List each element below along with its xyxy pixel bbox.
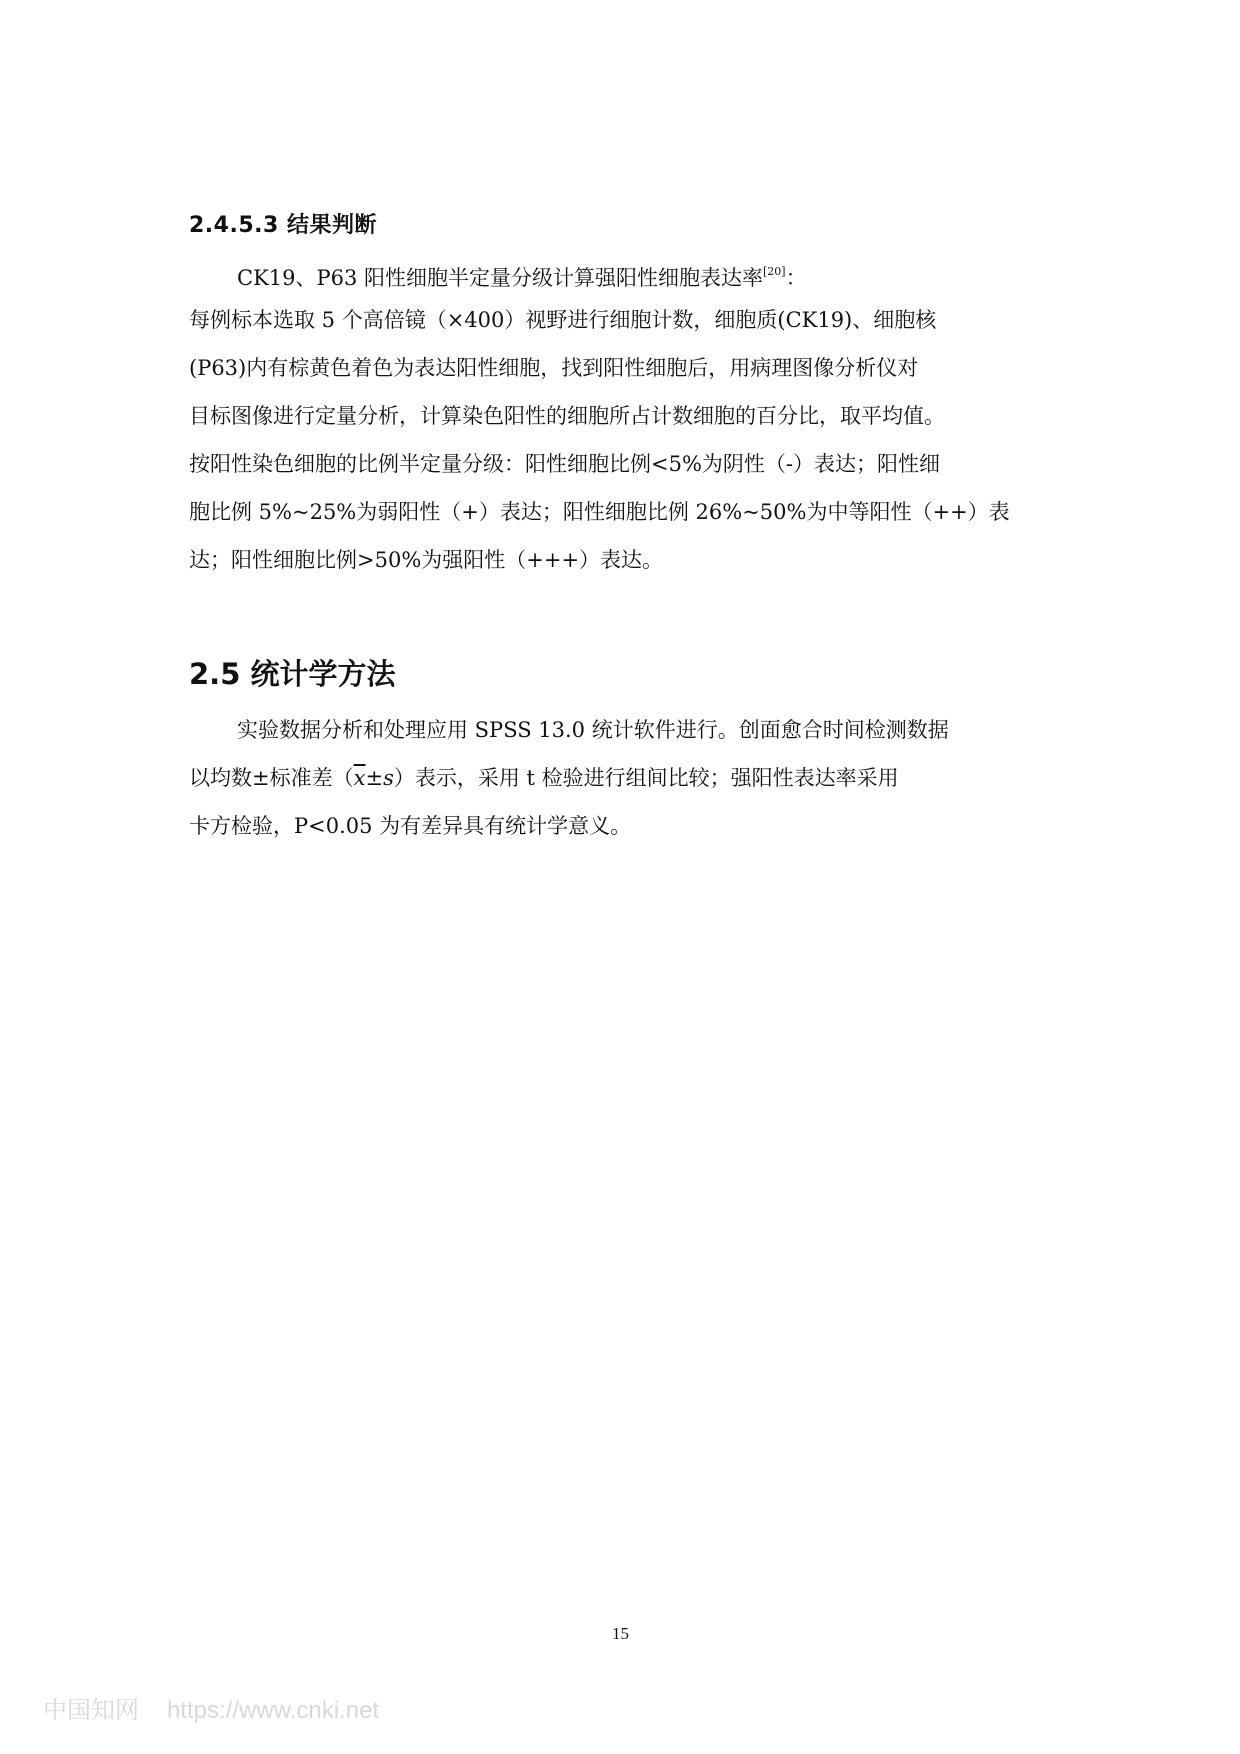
ck19-p63-intro-text: CK19、P63 阳性细胞半定量分级计算强阳性细胞表达率 <box>237 266 764 290</box>
colon-text: ： <box>785 266 807 290</box>
watermark-brand: 中国知网 <box>43 1697 139 1724</box>
paragraph-line: 实验数据分析和处理应用 SPSS 13.0 统计软件进行。创面愈合时间检测数据 <box>237 718 949 742</box>
paragraph-line: 按阳性染色细胞的比例半定量分级：阳性细胞比例<5%为阴性（-）表达；阳性细 <box>189 452 941 476</box>
page-number: 15 <box>612 1624 629 1643</box>
watermark-url: https://www.cnki.net <box>167 1697 380 1724</box>
paragraph-line <box>189 763 899 793</box>
paragraph-line: 每例标本选取 5 个高倍镜（×400）视野进行细胞计数，细胞质(CK19)、细胞核 <box>189 308 937 332</box>
s-symbol: s <box>383 766 394 790</box>
t-test-text: ）表示，采用 t 检验进行组间比较；强阳性表达率采用 <box>393 766 899 790</box>
x-bar-symbol: $\overline{x}$ <box>353 766 366 790</box>
mean-sd-text: 以均数±标准差（ <box>189 766 354 790</box>
section-heading-2-5: 2.5 统计学方法 <box>189 657 396 691</box>
paragraph-line <box>237 257 807 293</box>
section-heading-2-4-5-3: 2.4.5.3 结果判断 <box>189 213 377 238</box>
paragraph-line: 胞比例 5%~25%为弱阳性（+）表达；阳性细胞比例 26%~50%为中等阳性（++）表 <box>189 500 1010 524</box>
paragraph-line: (P63)内有棕黄色着色为表达阳性细胞，找到阳性细胞后，用病理图像分析仪对 <box>189 356 919 380</box>
paragraph-line: 目标图像进行定量分析，计算染色阳性的细胞所占计数细胞的百分比，取平均值。 <box>189 404 945 428</box>
paragraph-line: 卡方检验，P<0.05 为有差异具有统计学意义。 <box>189 814 632 838</box>
paragraph-line: 达；阳性细胞比例>50%为强阳性（+++）表达。 <box>189 548 664 572</box>
citation-reference: [20] <box>763 265 786 278</box>
cnki-watermark <box>43 1690 379 1725</box>
plus-minus-symbol: ± <box>365 766 384 790</box>
